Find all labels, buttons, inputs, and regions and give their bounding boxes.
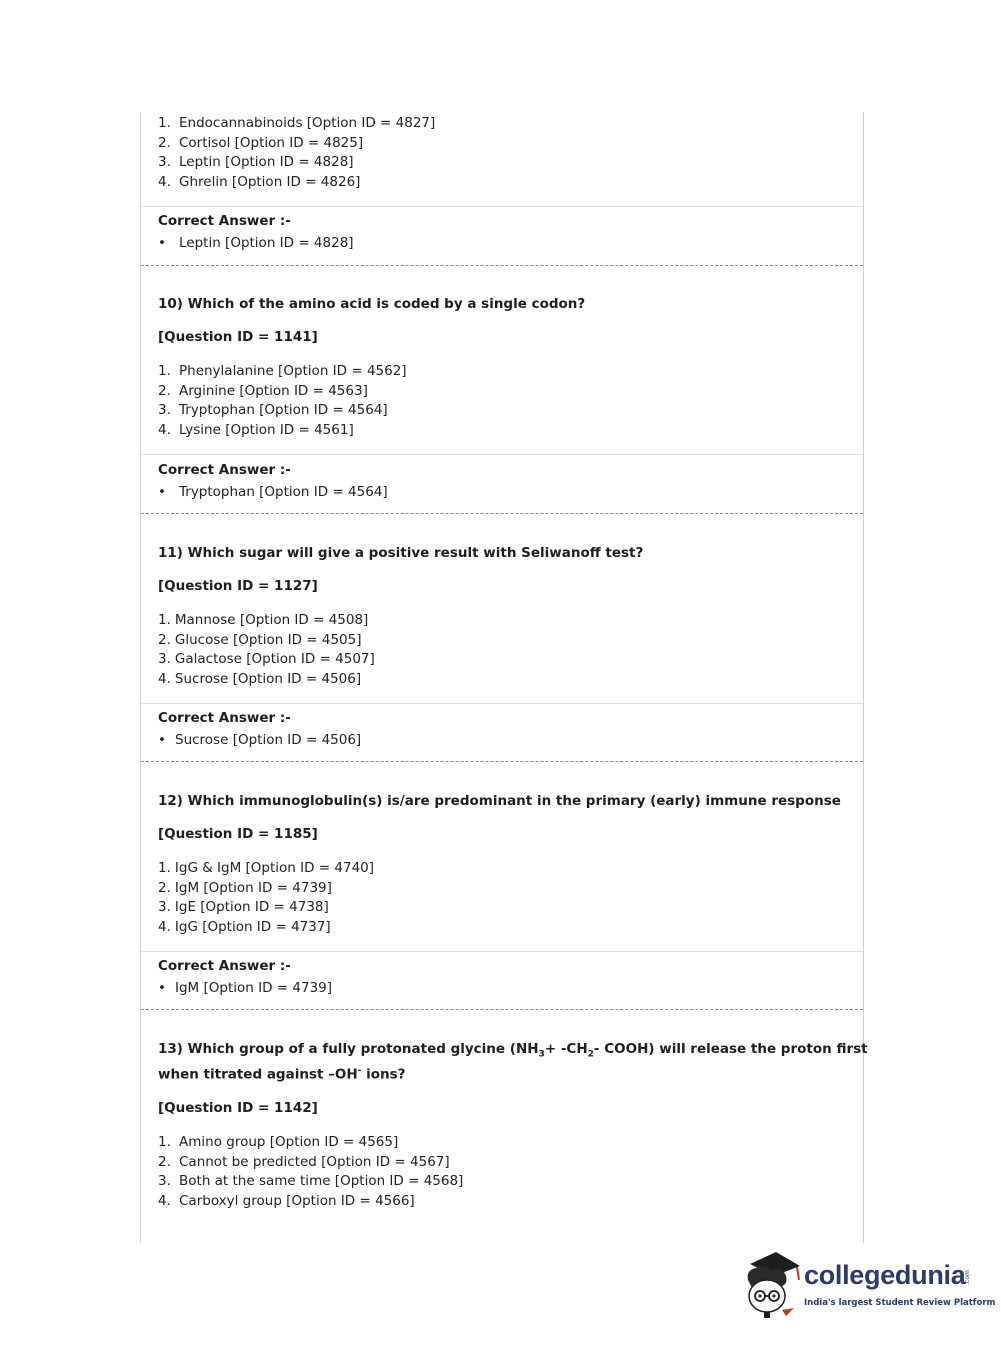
q12-question-id: [Question ID = 1185] <box>158 826 318 842</box>
q10-option-3: 3. Tryptophan [Option ID = 4564] <box>158 402 388 418</box>
q11-option-3: 3. Galactose [Option ID = 4507] <box>158 651 375 667</box>
q11-option-1: 1. Mannose [Option ID = 4508] <box>158 612 369 628</box>
question-paper-frame <box>140 112 868 1243</box>
divider <box>141 454 863 455</box>
q10-option-2: 2. Arginine [Option ID = 4563] <box>158 382 368 399</box>
q9-option-3: 3. Leptin [Option ID = 4828] <box>158 154 354 170</box>
q10-option-4: 4. Lysine [Option ID = 4561] <box>158 421 354 438</box>
q13-question-text-line2: when titrated against –OH- ions? <box>158 1066 406 1083</box>
q11-correct-answer-label: Correct Answer :- <box>158 710 291 726</box>
q12-correct-answer: • IgM [Option ID = 4739] <box>158 980 332 996</box>
q9-option-2: 2. Cortisol [Option ID = 4825] <box>158 134 364 151</box>
q13-option-3: 3. Both at the same time [Option ID = 4568] <box>158 1173 464 1189</box>
q11-question-text: 11) Which sugar will give a positive result with Seliwanoff test? <box>158 545 644 561</box>
q13-question-text: 13) Which group of a fully protonated glycine ($NH_3+ -CH_2-$ COOH) will release the proton first <box>158 1041 868 1060</box>
divider <box>141 951 863 952</box>
question-separator <box>141 513 863 514</box>
q10-option-1: 1. Phenylalanine [Option ID = 4562] <box>158 363 407 379</box>
q12-option-2: 2. IgM [Option ID = 4739] <box>158 879 332 896</box>
divider <box>141 703 863 704</box>
question-separator <box>141 1009 863 1010</box>
q11-option-4: 4. Sucrose [Option ID = 4506] <box>158 670 362 687</box>
divider <box>141 206 863 207</box>
q12-option-3: 3. IgE [Option ID = 4738] <box>158 899 329 915</box>
q11-correct-answer: • Sucrose [Option ID = 4506] <box>158 732 362 748</box>
q11-question-id: [Question ID = 1127] <box>158 578 318 594</box>
q10-correct-answer-label: Correct Answer :- <box>158 462 291 478</box>
q10-correct-answer: • Tryptophan [Option ID = 4564] <box>158 484 388 500</box>
question-separator <box>141 761 863 762</box>
q9-correct-answer-label: Correct Answer :- <box>158 213 291 229</box>
q11-option-2: 2. Glucose [Option ID = 4505] <box>158 631 362 648</box>
q13-option-2: 2. Cannot be predicted [Option ID = 4567] <box>158 1153 450 1170</box>
q9-option-4: 4. Ghrelin [Option ID = 4826] <box>158 173 361 190</box>
question-separator <box>141 265 863 266</box>
q12-option-1: 1. IgG & IgM [Option ID = 4740] <box>158 860 375 876</box>
q13-question-id: [Question ID = 1142] <box>158 1100 318 1116</box>
q12-question-text: 12) Which immunoglobulin(s) is/are predominant in the primary (early) immune response <box>158 793 841 809</box>
logo-wordmark: collegedunia <box>804 1260 966 1290</box>
q13-option-4: 4. Carboxyl group [Option ID = 4566] <box>158 1192 415 1209</box>
q13-option-1: 1. Amino group [Option ID = 4565] <box>158 1134 399 1150</box>
mascot-icon <box>742 1250 802 1320</box>
q10-question-text: 10) Which of the amino acid is coded by a single codon? <box>158 296 586 312</box>
logo-tagline: India's largest Student Review Platform <box>804 1298 996 1308</box>
logo-com: .com <box>963 1270 971 1285</box>
q9-correct-answer: • Leptin [Option ID = 4828] <box>158 235 354 251</box>
q10-question-id: [Question ID = 1141] <box>158 329 318 345</box>
collegedunia-logo[interactable] <box>742 1250 996 1320</box>
q12-option-4: 4. IgG [Option ID = 4737] <box>158 918 331 935</box>
q12-correct-answer-label: Correct Answer :- <box>158 958 291 974</box>
q9-option-1: 1. Endocannabinoids [Option ID = 4827] <box>158 115 436 131</box>
